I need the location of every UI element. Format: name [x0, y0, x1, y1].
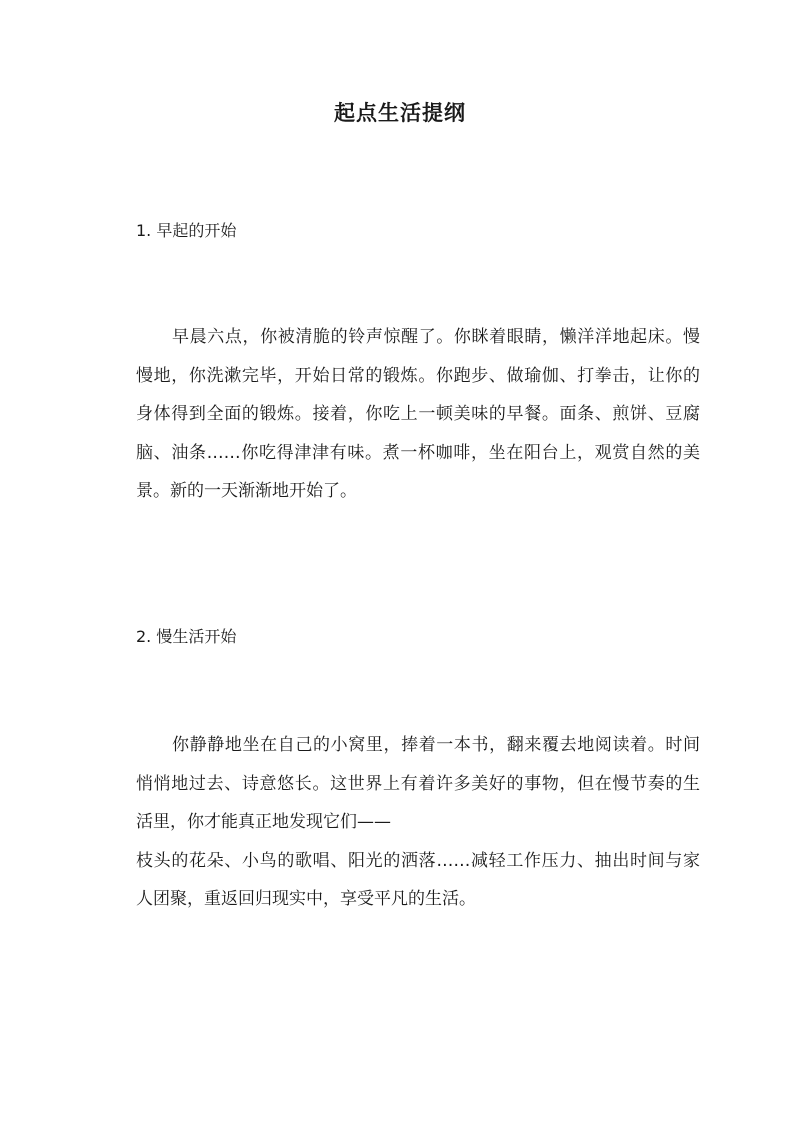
section-heading-2: 2. 慢生活开始 — [136, 627, 237, 646]
paragraph-line: 景。新的一天渐渐地开始了。 — [136, 481, 357, 501]
paragraph-line: 你静静地坐在自己的小窝里，捧着一本书，翻来覆去地阅读着。时间 — [172, 735, 700, 755]
page-title: 起点生活提纲 — [334, 100, 466, 125]
section-heading-1: 1. 早起的开始 — [136, 221, 237, 240]
section-paragraph-2 — [100, 726, 700, 919]
paragraph-line: 早晨六点，你被清脆的铃声惊醒了。你眯着眼睛，懒洋洋地起床。慢 — [172, 327, 700, 347]
paragraph-line: 身体得到全面的锻炼。接着，你吃上一顿美味的早餐。面条、煎饼、豆腐 — [136, 404, 700, 424]
paragraph-line: 枝头的花朵、小鸟的歌唱、阳光的洒落……减轻工作压力、抽出时间与家 — [136, 850, 700, 871]
paragraph-line: 人团聚，重返回归现实中，享受平凡的生活。 — [136, 889, 476, 909]
paragraph-line: 活里，你才能真正地发现它们—— — [136, 812, 391, 832]
section-paragraph-1 — [100, 318, 700, 511]
paragraph-line: 脑、油条……你吃得津津有味。煮一杯咖啡，坐在阳台上，观赏自然的美 — [136, 442, 700, 463]
paragraph-line: 悄悄地过去、诗意悠长。这世界上有着许多美好的事物，但在慢节奏的生 — [136, 773, 700, 794]
paragraph-line: 慢地，你洗漱完毕，开始日常的锻炼。你跑步、做瑜伽、打拳击，让你的 — [136, 365, 700, 386]
